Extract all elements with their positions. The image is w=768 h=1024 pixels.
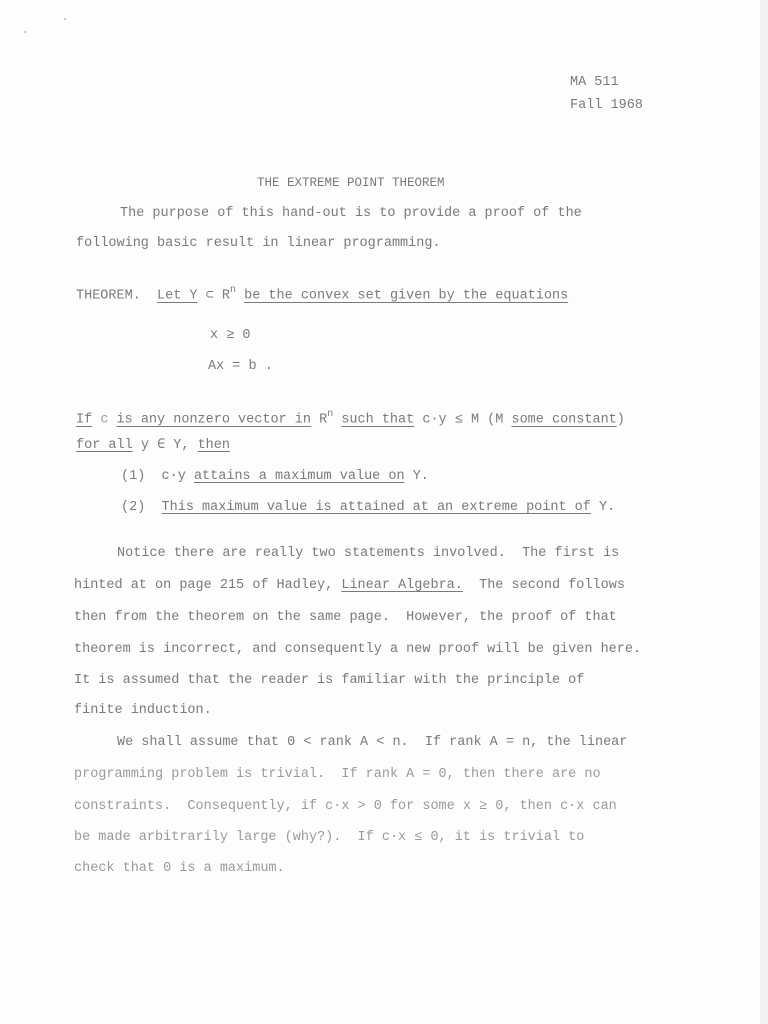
para2-line-5: check that 0 is a maximum. <box>74 861 285 876</box>
intro-line-2: following basic result in linear programming. <box>76 236 441 251</box>
cond-such: such that <box>341 412 415 428</box>
item1-num: (1) <box>121 469 146 484</box>
paper-speck <box>64 18 66 20</box>
para1-line-3: then from the theorem on the same page. However, the proof of that <box>74 610 617 625</box>
theorem-line <box>76 283 568 306</box>
equation-1: x ≥ 0 <box>210 328 251 343</box>
book-title: Linear Algebra. <box>341 578 463 593</box>
item-1 <box>121 468 429 486</box>
condition-line <box>76 407 625 430</box>
item-2 <box>121 499 615 517</box>
item1-end: Y. <box>412 469 429 484</box>
item1-cy: c·y <box>161 469 186 484</box>
cond-close: ) <box>616 412 625 428</box>
item1-text: attains a maximum value on <box>193 469 405 484</box>
then-word: then <box>197 438 230 453</box>
para2-line-4: be made arbitrarily large (why?). If c·x ≤ 0, it is trivial to <box>74 830 585 845</box>
cond-mid: is any nonzero vector in <box>116 412 311 428</box>
cond-const: some constant <box>511 412 617 428</box>
forall-line <box>76 437 230 455</box>
theorem-statement: be the convex set given by the equations <box>244 288 569 304</box>
theorem-let: Let Y <box>157 288 198 304</box>
forall-u: for all <box>76 438 133 453</box>
space-R: R <box>221 288 230 304</box>
para2-line-2: programming problem is trivial. If rank A = 0, then there are no <box>74 767 601 782</box>
para1-l2-b: The second follows <box>479 578 625 593</box>
item2-end: Y. <box>599 500 616 515</box>
equation-2: Ax = b . <box>208 359 273 374</box>
subset-symbol: ⊂ <box>205 288 214 304</box>
para1-line-1: Notice there are really two statements involved. The first is <box>117 546 620 561</box>
space-exp: n <box>230 285 237 296</box>
para1-line-4: theorem is incorrect, and consequently a new proof will be given here. <box>74 642 642 657</box>
term: Fall 1968 <box>570 98 643 113</box>
cond-if: If <box>76 412 93 428</box>
paper-speck <box>24 31 26 33</box>
cond-R: R <box>319 412 328 428</box>
item2-text: This maximum value is attained at an extreme point of <box>161 500 591 515</box>
cond-exp: n <box>327 409 334 420</box>
course-code: MA 511 <box>570 75 619 90</box>
doc-title: THE EXTREME POINT THEOREM <box>257 176 445 190</box>
para1-line-6: finite induction. <box>74 703 212 718</box>
cond-cy: c·y ≤ M (M <box>422 412 504 428</box>
page-edge <box>760 0 768 1024</box>
para2-line-1: We shall assume that 0 < rank A < n. If rank A = n, the linear <box>117 735 628 750</box>
theorem-label: THEOREM. <box>76 288 141 304</box>
para1-l2-a: hinted at on page 215 of Hadley, <box>74 578 334 593</box>
intro-line-1: The purpose of this hand-out is to provide a proof of the <box>120 206 582 221</box>
item2-num: (2) <box>121 500 146 515</box>
cond-c: c <box>100 412 109 428</box>
forall-y: y ∈ Y, <box>140 438 190 453</box>
para1-line-2 <box>74 577 625 595</box>
para2-line-3: constraints. Consequently, if c·x > 0 for some x ≥ 0, then c·x can <box>74 799 617 814</box>
para1-line-5: It is assumed that the reader is familiar with the principle of <box>74 673 585 688</box>
